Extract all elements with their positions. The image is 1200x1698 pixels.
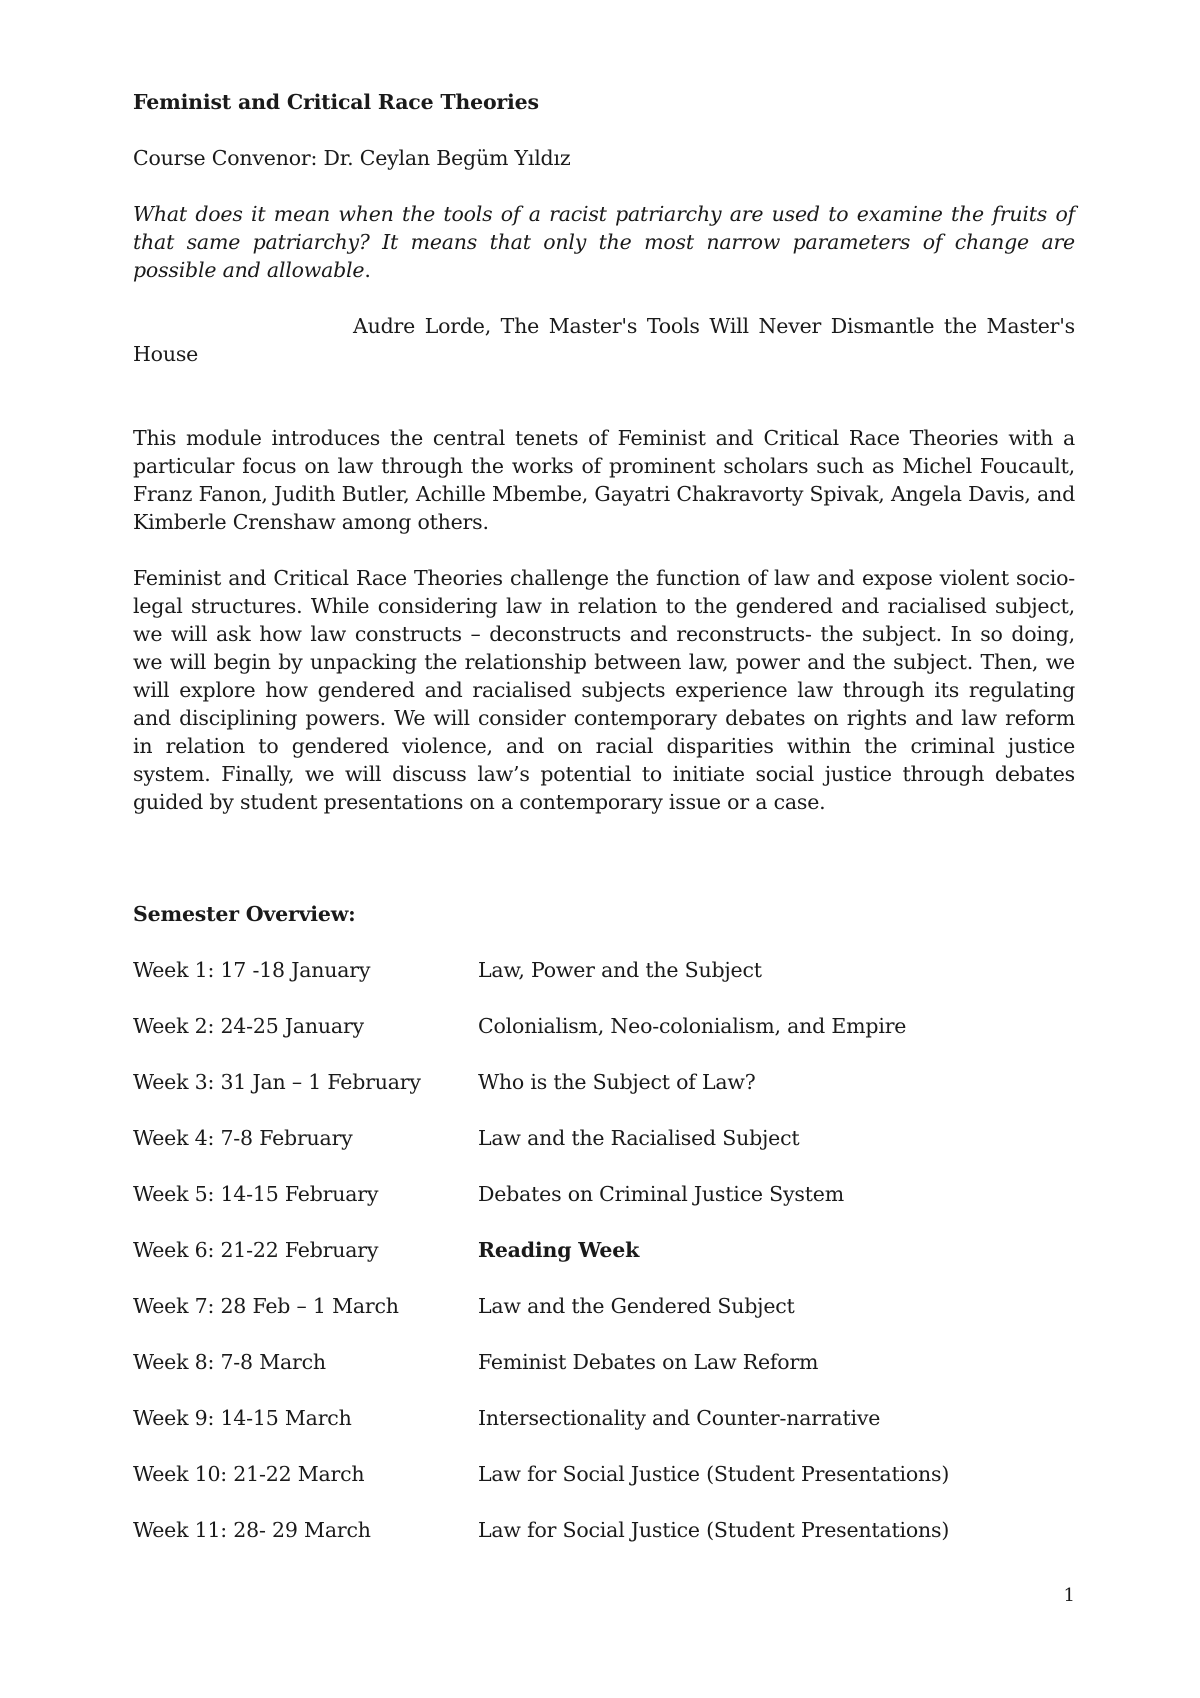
week-date: Week 6: 21-22 February: [133, 1238, 379, 1262]
week-topic: Law and the Gendered Subject: [478, 1294, 795, 1318]
week-date: Week 4: 7-8 February: [133, 1126, 353, 1150]
week-row: [133, 1124, 1075, 1152]
week-date: Week 1: 17 -18 January: [133, 958, 371, 982]
week-topic: Intersectionality and Counter-narrative: [478, 1406, 881, 1430]
week-row: [133, 1348, 1075, 1376]
week-topic: Law, Power and the Subject: [478, 958, 762, 982]
week-row: [133, 1292, 1075, 1320]
week-date: Week 3: 31 Jan – 1 February: [133, 1070, 421, 1094]
week-topic: Who is the Subject of Law?: [478, 1070, 756, 1094]
week-date: Week 8: 7-8 March: [133, 1350, 326, 1374]
week-row: [133, 1012, 1075, 1040]
week-date: Week 9: 14-15 March: [133, 1406, 352, 1430]
course-convenor: Course Convenor: Dr. Ceylan Begüm Yıldız: [133, 146, 571, 170]
reading-week-topic: Reading Week: [478, 1238, 640, 1262]
week-date: Week 11: 28- 29 March: [133, 1518, 371, 1542]
semester-overview-heading: Semester Overview:: [133, 902, 356, 926]
intro-paragraph: This module introduces the central tenets of Feminist and Critical Race Theories with a particular focus on law through the works of prominent scholars such as Michel Foucault, Franz Fanon, Judith Butler, Achille Mbembe, Gayatri Chakravorty Spivak, Angela Davis, and Kimberle Crenshaw among others.: [133, 426, 1075, 534]
week-schedule: [133, 956, 1075, 1544]
week-topic: Debates on Criminal Justice System: [478, 1182, 844, 1206]
week-row: [133, 1404, 1075, 1432]
week-date: Week 10: 21-22 March: [133, 1462, 365, 1486]
page-number: 1: [1063, 1585, 1075, 1606]
document-title: Feminist and Critical Race Theories: [133, 90, 539, 114]
week-topic: Feminist Debates on Law Reform: [478, 1350, 819, 1374]
quote-ending: .: [364, 258, 371, 282]
quote-text: What does it mean when the tools of a racist patriarchy are used to examine the fruits of that same patriarchy? It means that only the most narrow parameters of change are possible and allowable: [133, 202, 1075, 282]
week-row: [133, 1236, 1075, 1264]
page-content: [133, 88, 1075, 1544]
week-date: Week 2: 24-25 January: [133, 1014, 364, 1038]
week-row: [133, 1068, 1075, 1096]
week-topic: Colonialism, Neo-colonialism, and Empire: [478, 1014, 907, 1038]
week-date: Week 5: 14-15 February: [133, 1182, 379, 1206]
week-row: [133, 956, 1075, 984]
quote-attribution: Audre Lorde, The Master's Tools Will Never Dismantle the Master's House: [133, 314, 1075, 366]
week-topic: Law for Social Justice (Student Presentations): [478, 1518, 950, 1542]
week-row: [133, 1516, 1075, 1544]
week-topic: Law for Social Justice (Student Presentations): [478, 1462, 950, 1486]
week-row: [133, 1180, 1075, 1208]
epigraph-quote: [133, 200, 1075, 284]
week-date: Week 7: 28 Feb – 1 March: [133, 1294, 399, 1318]
description-paragraph: Feminist and Critical Race Theories challenge the function of law and expose violent socio-legal structures. While considering law in relation to the gendered and racialised subject, we will ask how law constructs – deconstructs and reconstructs- the subject. In so doing, we will begin by unpacking the relationship between law, power and the subject. Then, we will explore how gendered and racialised subjects experience law through its regulating and disciplining powers. We will consider contemporary debates on rights and law reform in relation to gendered violence, and on racial disparities within the criminal justice system. Finally, we will discuss law’s potential to initiate social justice through debates guided by student presentations on a contemporary issue or a case.: [133, 566, 1075, 814]
week-row: [133, 1460, 1075, 1488]
week-topic: Law and the Racialised Subject: [478, 1126, 800, 1150]
